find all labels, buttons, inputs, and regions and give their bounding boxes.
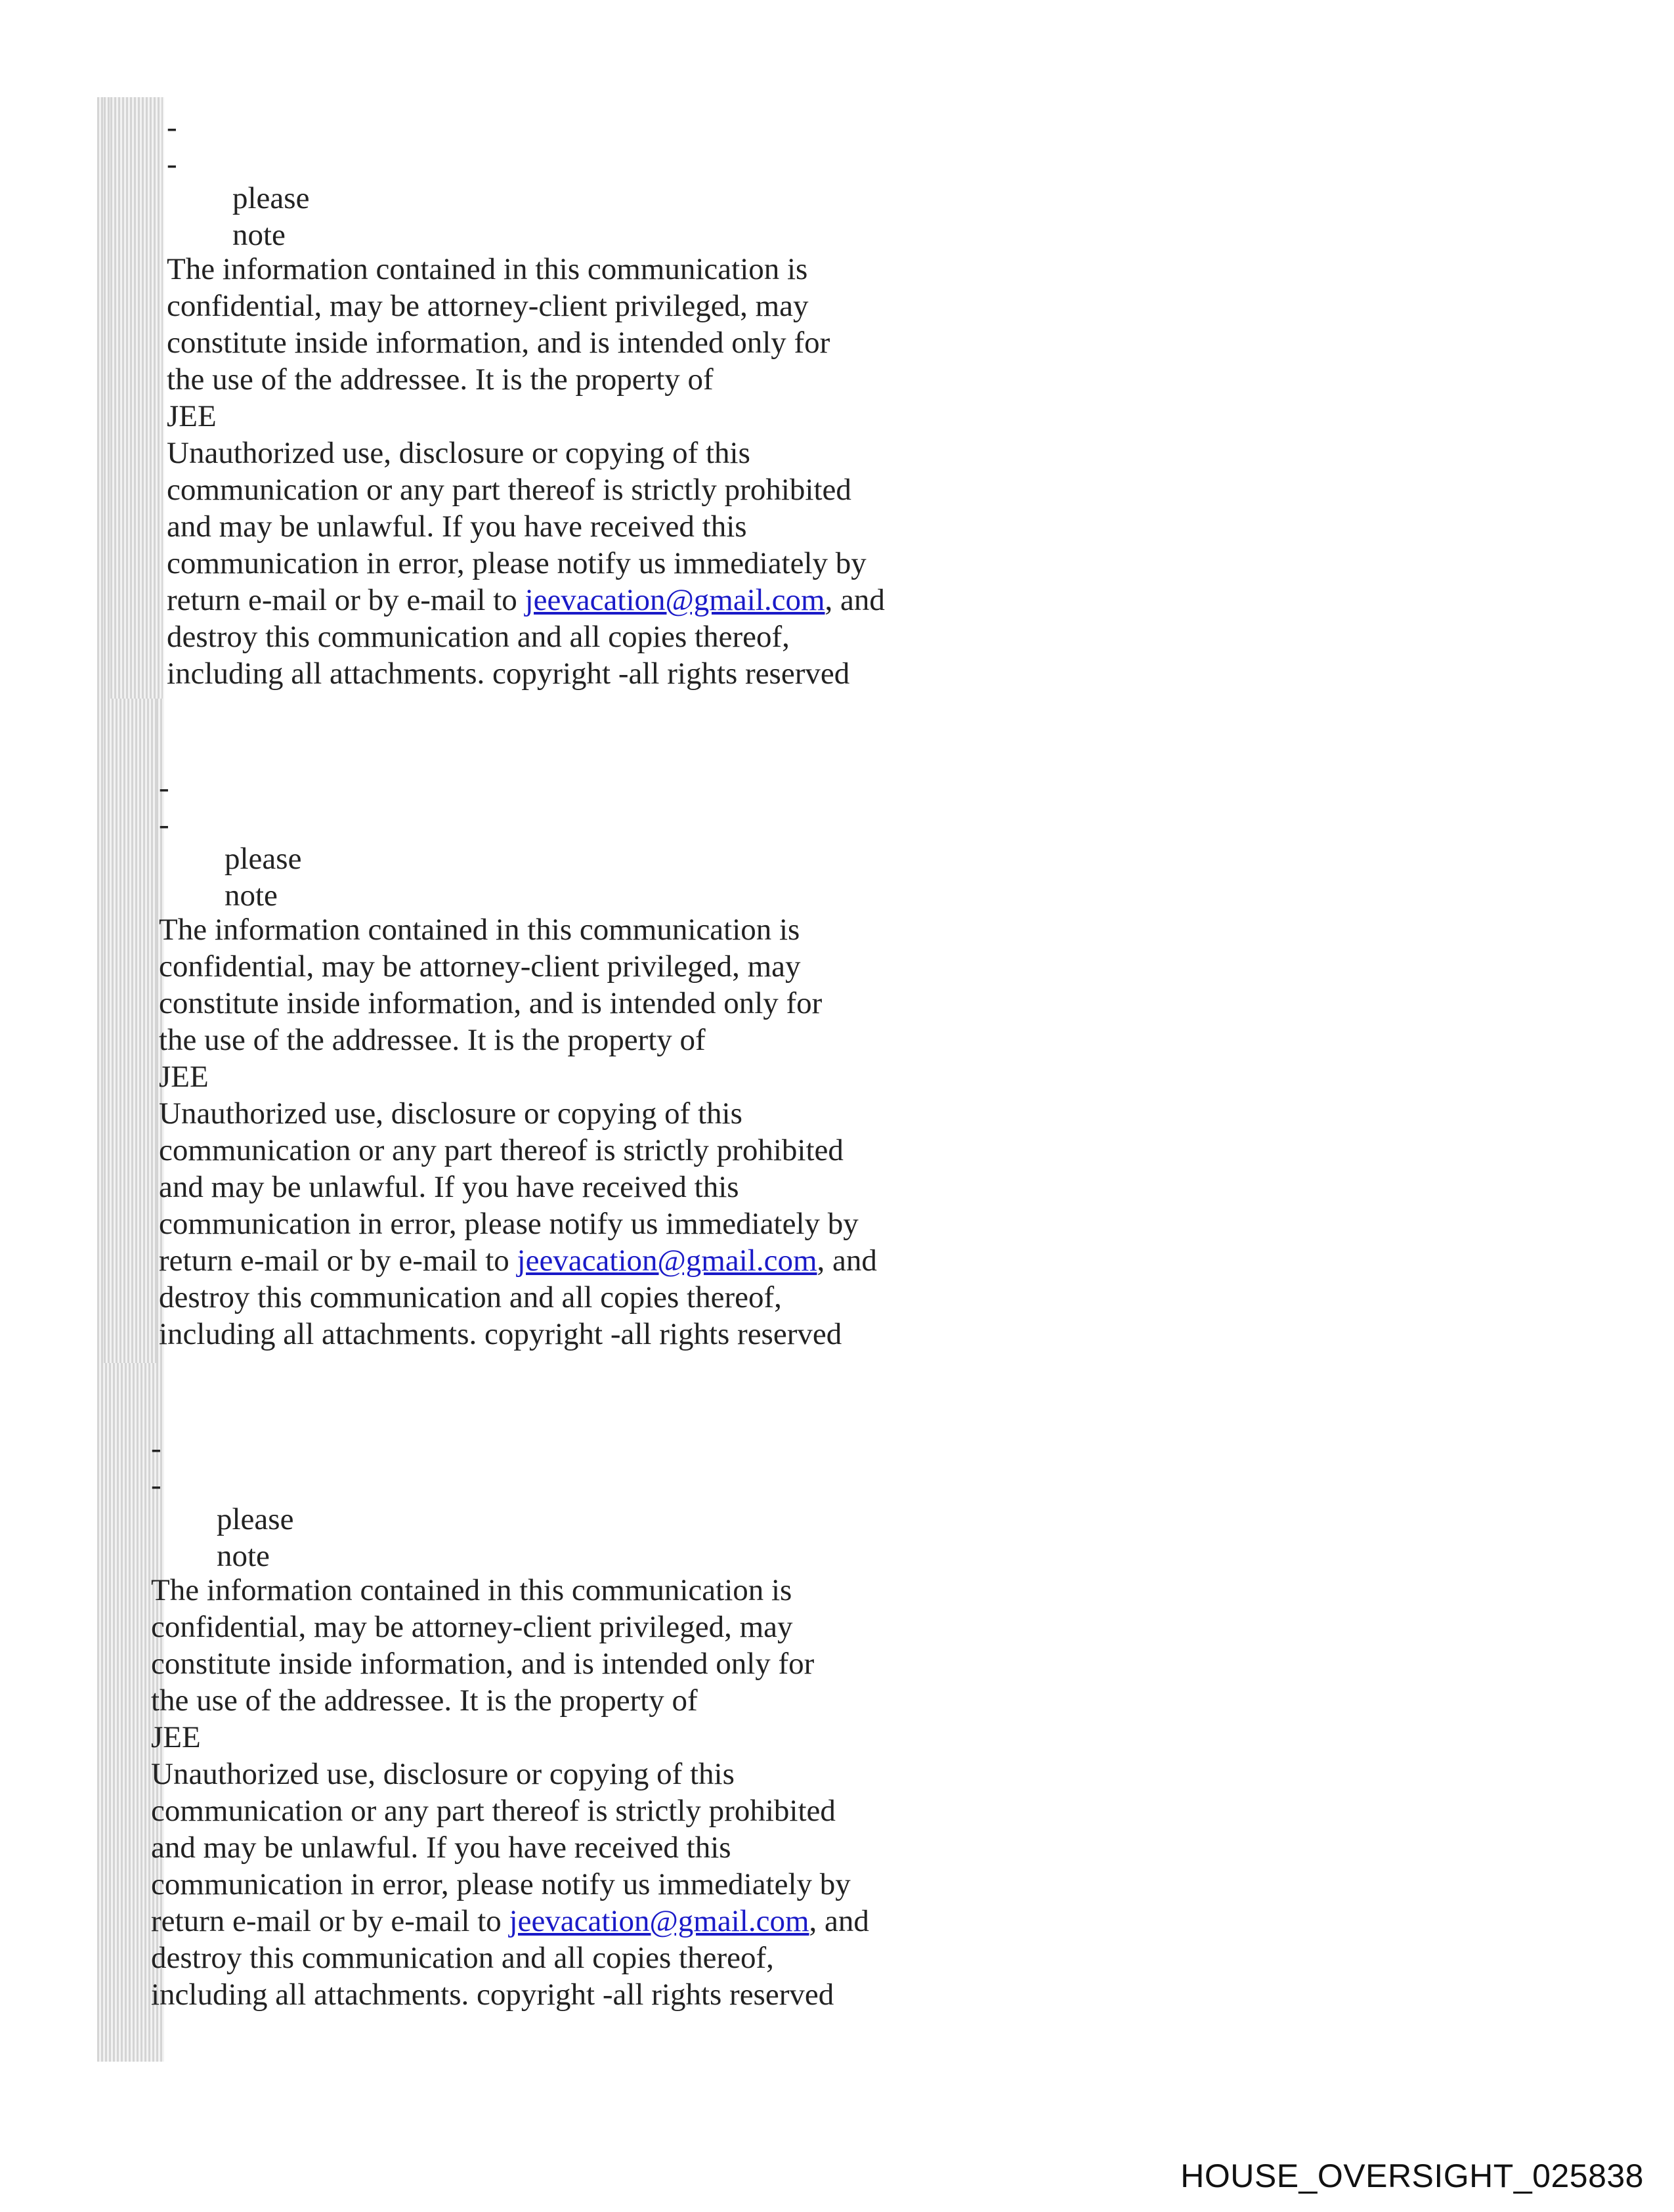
signature-separator: -- xyxy=(159,771,169,842)
document-id-footer: HOUSE_OVERSIGHT_025838 xyxy=(1180,2158,1644,2194)
disclaimer-line: The information contained in this communication is xyxy=(159,913,800,947)
email-suffix: , and xyxy=(817,1244,877,1278)
disclaimer-email-line xyxy=(167,582,885,618)
disclaimer-line: destroy this communication and all copies thereof, xyxy=(159,1280,782,1314)
disclaimer-line: including all attachments. copyright -all rights reserved xyxy=(159,1317,842,1351)
email-link[interactable]: jeevacation@gmail.com xyxy=(509,1904,809,1938)
disclaimer-line: communication in error, please notify us immediately by xyxy=(159,1207,859,1241)
disclaimer-line: constitute inside information, and is intended only for xyxy=(151,1647,815,1681)
disclaimer-line: and may be unlawful. If you have received this xyxy=(151,1831,731,1865)
email-suffix: , and xyxy=(825,583,885,617)
disclaimer-line: communication in error, please notify us immediately by xyxy=(151,1867,851,1901)
disclaimer-line: JEE xyxy=(167,399,217,433)
disclaimer-line: confidential, may be attorney-client privileged, may xyxy=(151,1610,793,1644)
disclaimer-line: JEE xyxy=(159,1060,209,1094)
email-suffix: , and xyxy=(809,1904,869,1938)
disclaimer-email-line xyxy=(151,1903,869,1940)
disclaimer-line: confidential, may be attorney-client privileged, may xyxy=(167,289,809,323)
disclaimer-line: The information contained in this communication is xyxy=(167,252,808,286)
signature-separator: -- xyxy=(167,110,177,181)
disclaimer-email-line xyxy=(159,1242,877,1279)
disclaimer-text xyxy=(159,911,877,1353)
disclaimer-line: communication or any part thereof is strictly prohibited xyxy=(151,1794,836,1828)
note-heading: please note xyxy=(232,181,310,252)
disclaimer-text xyxy=(151,1572,869,2013)
quote-bars-level-4 xyxy=(118,97,155,699)
disclaimer-line: including all attachments. copyright -all rights reserved xyxy=(151,1978,834,2012)
disclaimer-line: the use of the addressee. It is the property of xyxy=(151,1683,698,1718)
disclaimer-line: Unauthorized use, disclosure or copying of this xyxy=(151,1757,735,1791)
disclaimer-line: the use of the addressee. It is the property of xyxy=(159,1023,706,1057)
disclaimer-line: JEE xyxy=(151,1720,201,1754)
disclaimer-line: The information contained in this communication is xyxy=(151,1573,792,1607)
email-prefix: return e-mail or by e-mail to xyxy=(151,1904,509,1938)
disclaimer-line: confidential, may be attorney-client privileged, may xyxy=(159,949,801,984)
disclaimer-line: and may be unlawful. If you have received this xyxy=(159,1170,739,1204)
signature-separator: -- xyxy=(151,1431,161,1502)
note-heading: please note xyxy=(217,1502,294,1573)
disclaimer-line: constitute inside information, and is intended only for xyxy=(159,986,823,1020)
disclaimer-line: communication or any part thereof is strictly prohibited xyxy=(159,1133,844,1167)
disclaimer-line: including all attachments. copyright -all rights reserved xyxy=(167,657,850,691)
disclaimer-line: Unauthorized use, disclosure or copying of this xyxy=(159,1096,742,1131)
disclaimer-line: Unauthorized use, disclosure or copying of this xyxy=(167,436,750,470)
disclaimer-line: and may be unlawful. If you have received this xyxy=(167,510,747,544)
disclaimer-line: the use of the addressee. It is the property of xyxy=(167,362,714,397)
email-prefix: return e-mail or by e-mail to xyxy=(167,583,525,617)
disclaimer-line: communication in error, please notify us immediately by xyxy=(167,546,867,580)
email-link[interactable]: jeevacation@gmail.com xyxy=(517,1244,817,1278)
disclaimer-line: constitute inside information, and is intended only for xyxy=(167,326,830,360)
disclaimer-text xyxy=(167,251,885,692)
email-link[interactable]: jeevacation@gmail.com xyxy=(525,583,825,617)
disclaimer-line: destroy this communication and all copies thereof, xyxy=(167,620,790,654)
disclaimer-line: communication or any part thereof is strictly prohibited xyxy=(167,473,851,507)
disclaimer-line: destroy this communication and all copies thereof, xyxy=(151,1941,774,1975)
note-heading: please note xyxy=(225,842,302,913)
email-prefix: return e-mail or by e-mail to xyxy=(159,1244,517,1278)
